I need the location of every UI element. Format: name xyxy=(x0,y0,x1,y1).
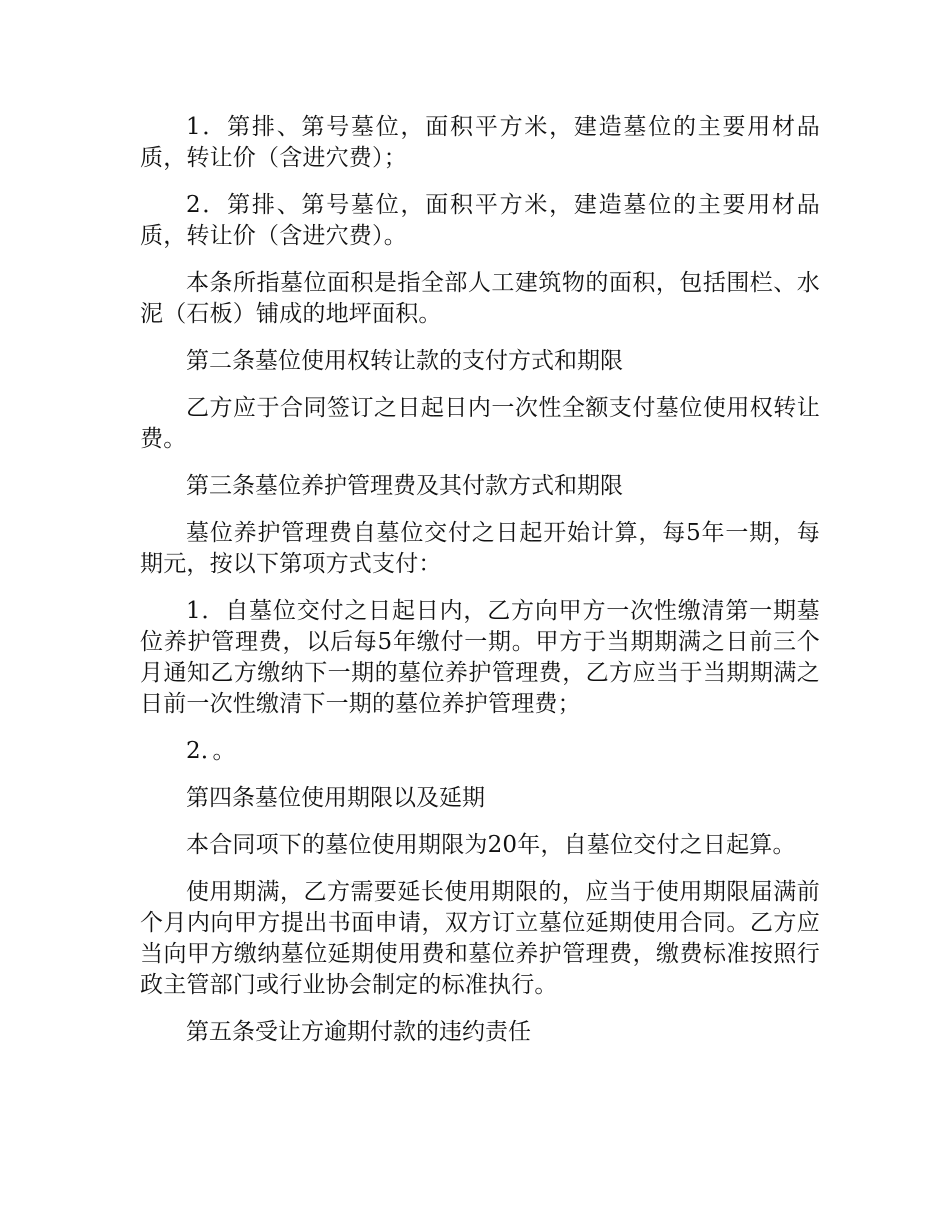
document-body xyxy=(140,112,820,1064)
article-4-heading: 第四条墓位使用期限以及延期 xyxy=(186,785,485,811)
article-5-heading: 第五条受让方逾期付款的违约责任 xyxy=(186,1019,531,1045)
article-2-heading: 第二条墓位使用权转让款的支付方式和期限 xyxy=(186,348,623,374)
article-3-paragraph: 墓位养护管理费自墓位交付之日起开始计算，每5年一期，每期元，按以下第项方式支付： xyxy=(140,520,820,577)
article-4-paragraph-2: 使用期满，乙方需要延长使用期限的，应当于使用期限届满前个月内向甲方提出书面申请，双方订立墓位延期使用合同。乙方应当向甲方缴纳墓位延期使用费和墓位养护管理费，缴费标准按照行政主管部门或行业协会制定的标准执行。 xyxy=(140,879,820,998)
payment-option-2: 2．。 xyxy=(186,738,236,764)
payment-option-1: 1．自墓位交付之日起日内，乙方向甲方一次性缴清第一期墓位养护管理费，以后每5年缴付一期。甲方于当期期满之日前三个月通知乙方缴纳下一期的墓位养护管理费，乙方应当于当期期满之日前一次性缴清下一期的墓位养护管理费； xyxy=(140,598,820,717)
article-3-heading: 第三条墓位养护管理费及其付款方式和期限 xyxy=(186,473,623,499)
area-definition-paragraph: 本条所指墓位面积是指全部人工建筑物的面积，包括围栏、水泥（石板）铺成的地坪面积。 xyxy=(140,270,820,327)
clause-item-2: 2．第排、第号墓位，面积平方米，建造墓位的主要用材品质，转让价（含进穴费）。 xyxy=(140,192,820,249)
article-2-paragraph: 乙方应于合同签订之日起日内一次性全额支付墓位使用权转让费。 xyxy=(140,395,820,452)
article-4-paragraph-1: 本合同项下的墓位使用期限为20年，自墓位交付之日起算。 xyxy=(186,832,796,858)
clause-item-1: 1．第排、第号墓位，面积平方米，建造墓位的主要用材品质，转让价（含进穴费）； xyxy=(140,114,820,171)
